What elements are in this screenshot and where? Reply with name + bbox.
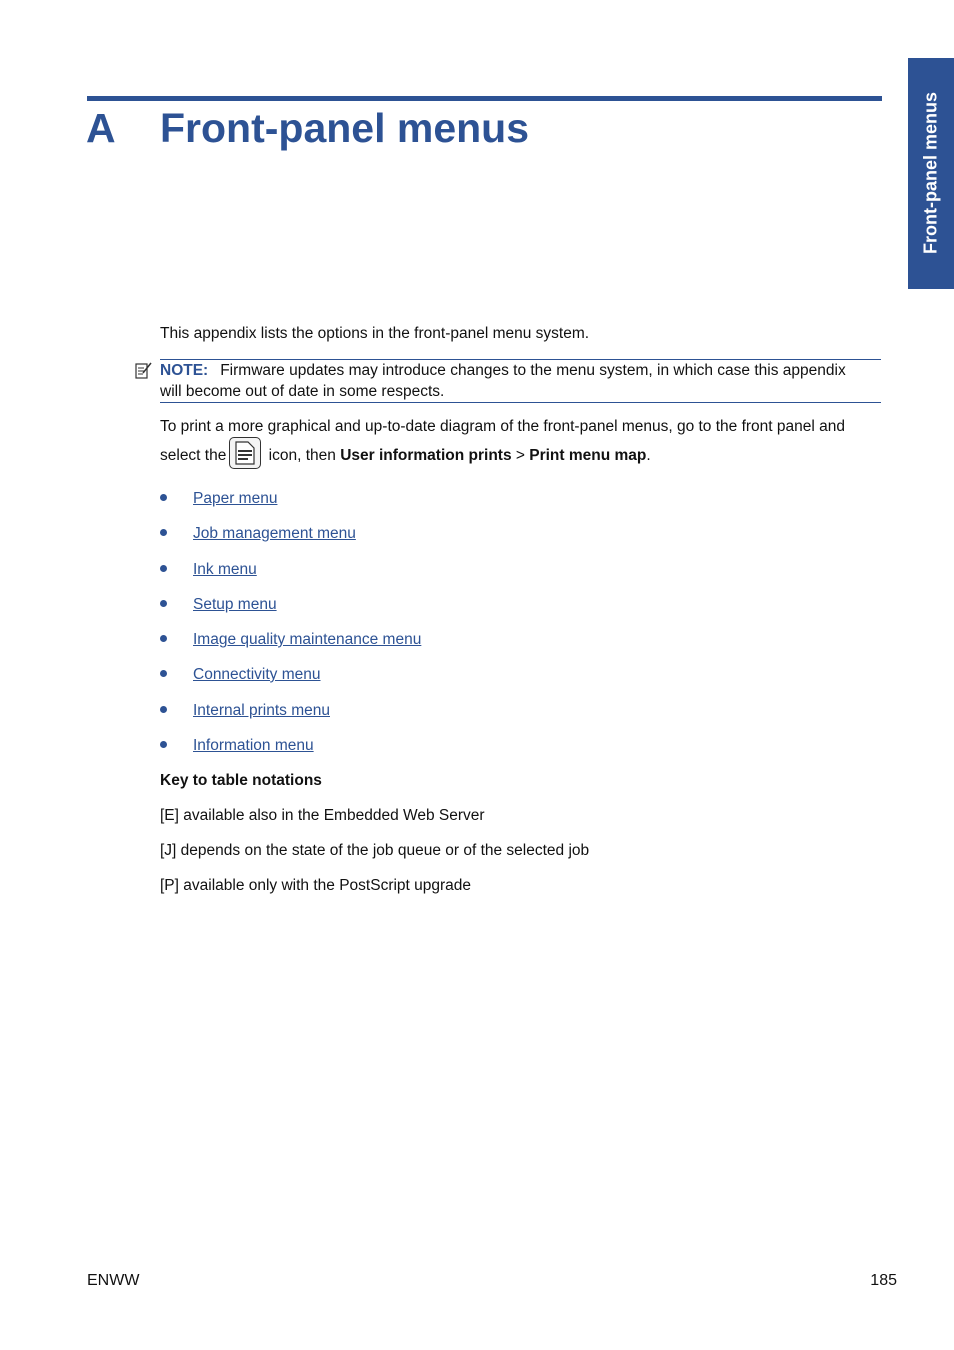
print-menu-map: Print menu map — [529, 447, 647, 465]
list-item — [160, 595, 277, 615]
page-number: 185 — [870, 1272, 897, 1289]
information-menu-icon — [229, 437, 261, 469]
bullet — [160, 741, 167, 748]
chapter-letter: A — [86, 105, 116, 151]
chapter-heading — [86, 102, 529, 154]
bullet — [160, 529, 167, 536]
note-line-1 — [160, 361, 846, 381]
list-item — [160, 560, 257, 580]
side-tab-label: Front-panel menus — [920, 91, 941, 255]
key-heading: Key to table notations — [160, 772, 322, 789]
note-text-2: will become out of date in some respects. — [160, 383, 445, 400]
list-item — [160, 524, 356, 544]
gt-separator: > — [511, 447, 530, 465]
bullet — [160, 565, 167, 572]
bullet — [160, 600, 167, 607]
list-item — [160, 736, 314, 756]
icon-then-text: icon, then — [264, 447, 341, 465]
list-item — [160, 665, 321, 685]
chapter-title: Front-panel menus — [160, 105, 530, 151]
link-job-management-menu[interactable]: Job management menu — [193, 525, 356, 542]
link-image-quality-maintenance-menu[interactable]: Image quality maintenance menu — [193, 631, 422, 648]
link-connectivity-menu[interactable]: Connectivity menu — [193, 666, 321, 683]
list-item — [160, 489, 277, 509]
list-item — [160, 630, 421, 650]
link-paper-menu[interactable]: Paper menu — [193, 490, 278, 507]
key-item-e: [E] available also in the Embedded Web Server — [160, 807, 485, 824]
note-label: NOTE: — [160, 362, 209, 379]
print-paragraph-line-2 — [160, 443, 651, 469]
link-setup-menu[interactable]: Setup menu — [193, 596, 277, 613]
key-item-p: [P] available only with the PostScript upgrade — [160, 877, 472, 894]
footer-left: ENWW — [87, 1272, 140, 1289]
key-item-j: [J] depends on the state of the job queue or of the selected job — [160, 842, 590, 859]
chapter-rule — [87, 96, 882, 101]
bullet — [160, 706, 167, 713]
intro-paragraph: This appendix lists the options in the front-panel menu system. — [160, 325, 590, 342]
bullet — [160, 635, 167, 642]
bullet — [160, 494, 167, 501]
link-information-menu[interactable]: Information menu — [193, 737, 314, 754]
side-tab — [908, 58, 954, 289]
link-ink-menu[interactable]: Ink menu — [193, 561, 257, 578]
select-the-text: select the — [160, 447, 227, 465]
list-item — [160, 701, 330, 721]
print-paragraph-line-1: To print a more graphical and up-to-date diagram of the front-panel menus, go to the front panel and — [160, 418, 846, 435]
note-icon — [135, 361, 153, 379]
note-text-1: Firmware updates may introduce changes to the menu system, in which case this appendix — [220, 362, 846, 379]
note-box — [160, 359, 881, 403]
user-information-prints: User information prints — [340, 447, 512, 465]
link-internal-prints-menu[interactable]: Internal prints menu — [193, 702, 330, 719]
period: . — [646, 447, 651, 465]
bullet — [160, 670, 167, 677]
